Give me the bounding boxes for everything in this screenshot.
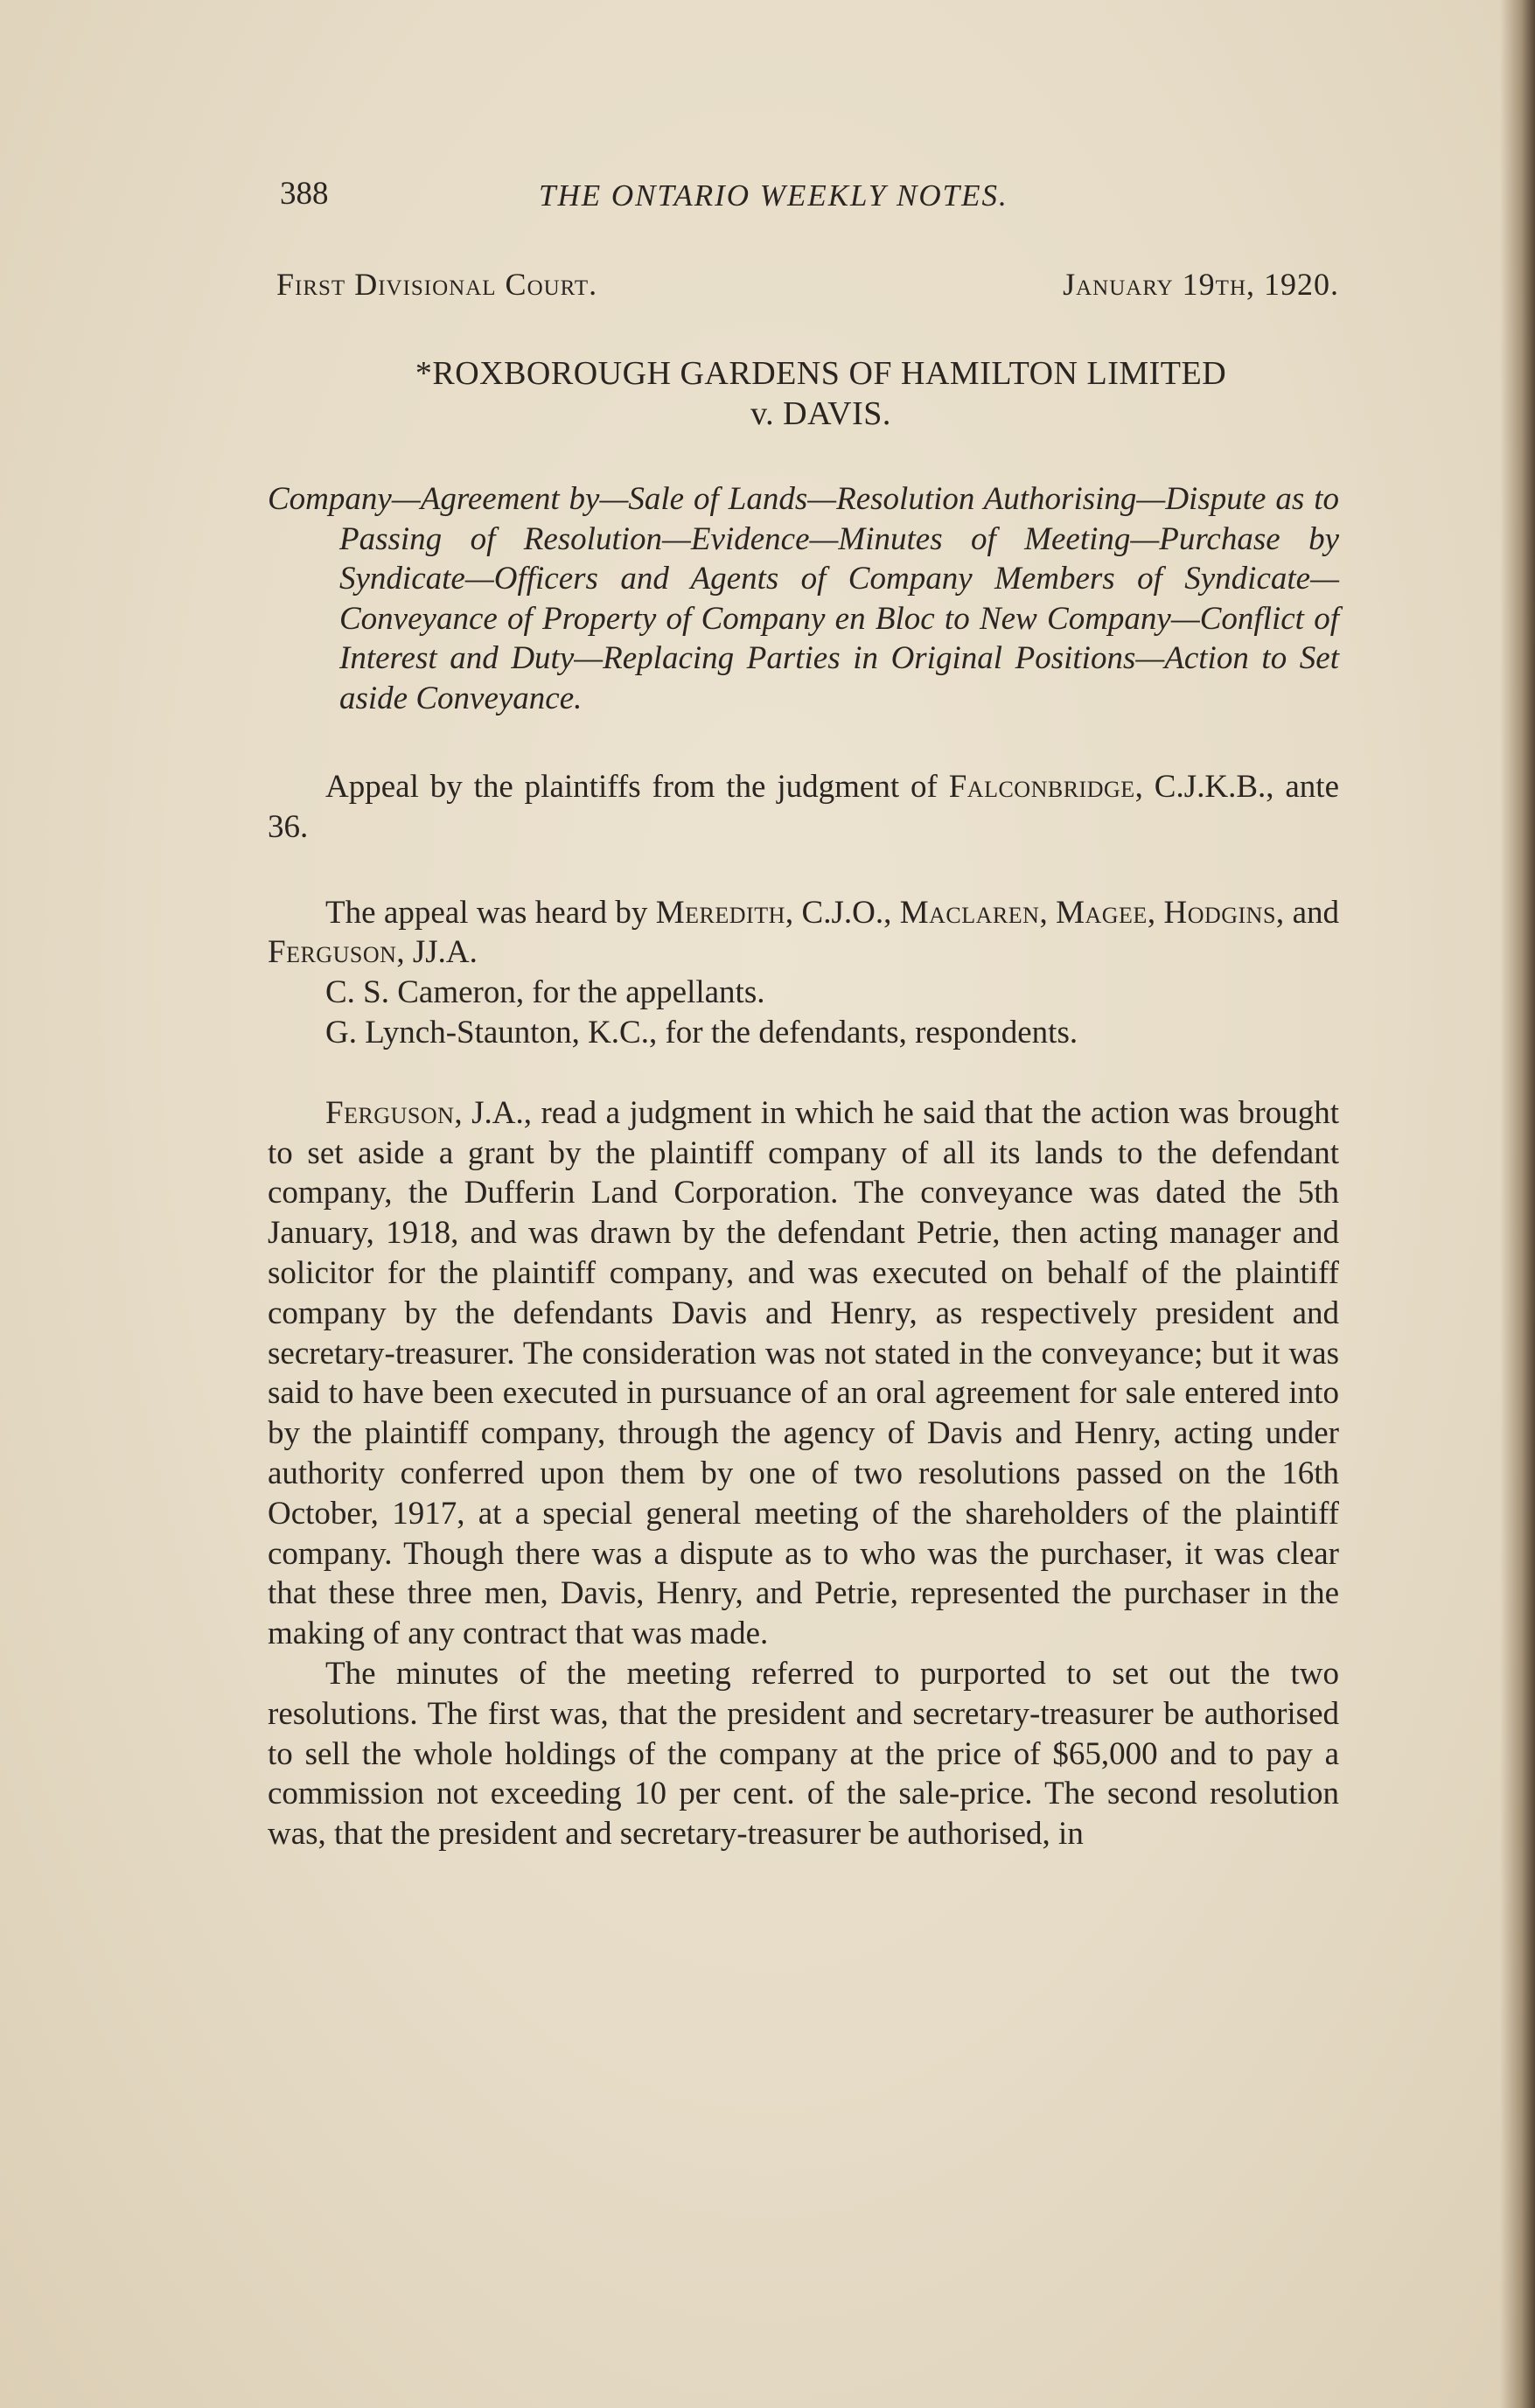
appeal-text-before: Appeal by the plaintiffs from the judgment of	[325, 769, 949, 805]
heard-text: The appeal was heard by	[325, 894, 656, 931]
judgment-paragraph-2: The minutes of the meeting referred to purported to set out the two resolutions. The first was, that the president and secretary-treasurer be authorised to sell the whole holdings of the company at the price of $65,000 and to pay a commission not exceeding 10 per cent. of the sale-price. The second resolution was, that the president and secretary-treasurer be authorised, in	[268, 1655, 1339, 1853]
heard-paragraph	[268, 893, 1339, 974]
running-head	[268, 166, 1339, 227]
case-title	[268, 353, 1339, 434]
judge-name: Ferguson	[268, 934, 397, 971]
judge-name: Meredith	[655, 894, 785, 931]
page-number: 388	[280, 176, 329, 212]
judge-name: Hodgins	[1163, 894, 1276, 931]
judge-name: Magee	[1056, 894, 1148, 931]
heard-text: ,	[1147, 894, 1164, 931]
headnote: Company—Agreement by—Sale of Lands—Resolution Authorising—Dispute as to Passing of Resolution—Evidence—Minutes of Meeting—Purchase by Syndicate—Officers and Agents of Company Members of Syndicate—Conveyance of Property of Company en Bloc to New Company—Conflict of Interest and Duty—Replacing Parties in Original Positions—Action to Set aside Conveyance.	[268, 481, 1339, 716]
heard-text: , JJ.A.	[396, 934, 478, 971]
appeal-paragraph	[268, 767, 1339, 848]
appeal-judge-name: Falconbridge	[948, 769, 1135, 805]
judge-name: Maclaren	[899, 894, 1040, 931]
case-title-line1: *ROXBOROUGH GARDENS OF HAMILTON LIMITED	[415, 355, 1227, 392]
counsel-appellants: C. S. Cameron, for the appellants.	[325, 974, 765, 1011]
heard-text: , and	[1275, 894, 1339, 931]
decision-date: January 19th, 1920.	[1063, 267, 1339, 302]
judgment-text-1: , J.A., read a judgment in which he said that the action was brought to set aside a grant by the plaintiff company of all its lands to the defendant company, the Dufferin Land Corporation. The conveyance was dated the 5th January, 1918, and was drawn by the defendant Petrie, then acting manager and solicitor for the plaintiff company, and was executed on behalf of the plaintiff company by the defendants Davis and Henry, as respectively president and secretary-treasurer. The consideration was not stated in the conveyance; but it was said to have been executed in pursuance of an oral agreement for sale entered into by the plaintiff company, through the agency of Davis and Henry, acting under authority conferred upon them by one of two resolutions passed on the 16th October, 1917, at a special general meeting of the shareholders of the plaintiff company. Though there was a dispute as to who was the purchaser, it was clear that these three men, Davis, Henry, and Petrie, represented the purchaser in the making of any contract that was made.	[268, 1094, 1339, 1652]
judgment-paragraph-1	[268, 1093, 1339, 1654]
judgment-judge-name: Ferguson	[325, 1094, 455, 1131]
counsel-respondents: G. Lynch-Staunton, K.C., for the defendants, respondents.	[325, 1014, 1078, 1050]
book-spine-shadow	[1500, 0, 1535, 2408]
text-column	[268, 166, 1339, 1854]
heard-text: , C.J.O.,	[785, 894, 900, 931]
heard-text: ,	[1039, 894, 1057, 931]
case-title-line2: v. DAVIS.	[750, 395, 891, 432]
court-line	[268, 266, 1339, 318]
journal-title: THE ONTARIO WEEKLY NOTES.	[539, 178, 1008, 213]
court-name: First Divisional Court.	[276, 267, 598, 302]
appeal-text-after: , C.J.K.B., ante 36.	[268, 769, 1340, 845]
